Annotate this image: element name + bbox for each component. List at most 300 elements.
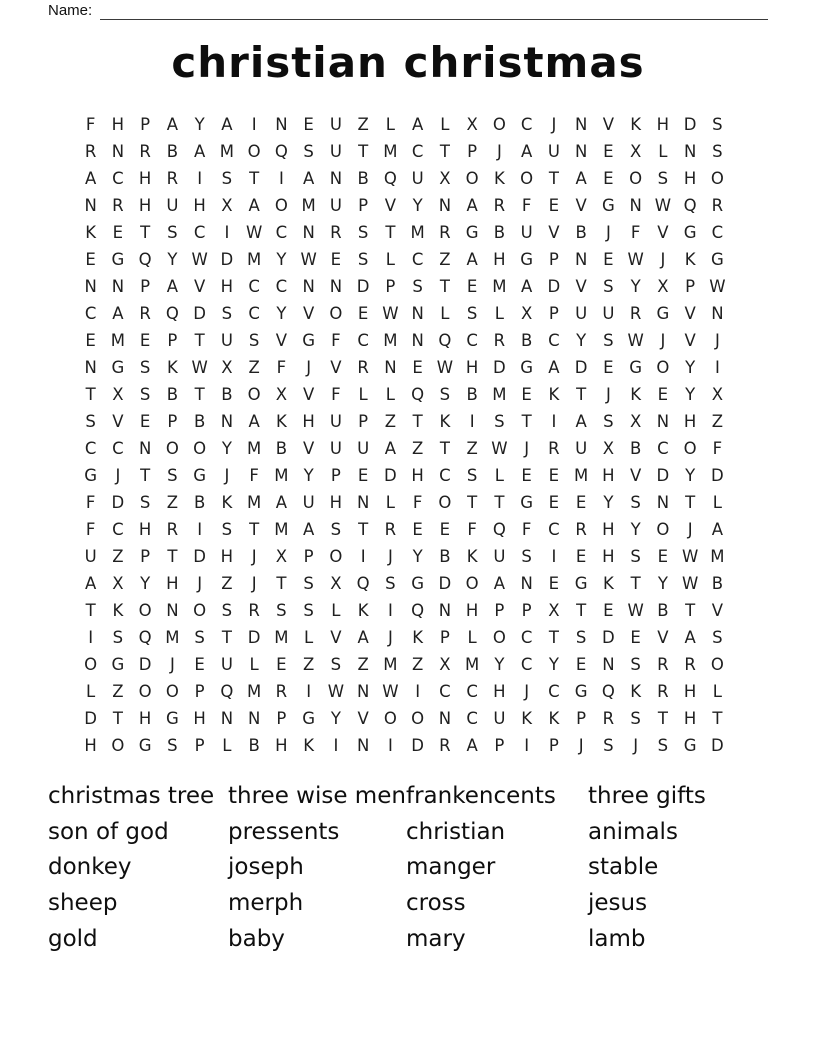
grid-letter: C (411, 250, 424, 269)
grid-letter: S (466, 304, 478, 323)
grid-letter: X (629, 412, 642, 431)
grid-letter: K (521, 709, 533, 728)
grid-letter: C (466, 331, 478, 350)
grid-letter: P (194, 736, 205, 755)
grid-letter: D (411, 736, 424, 755)
grid-letter: E (657, 385, 669, 404)
grid-letter: I (551, 547, 557, 566)
grid-letter: O (274, 196, 288, 215)
grid-letter: L (494, 304, 504, 323)
grid-letter: L (494, 466, 504, 485)
grid-letter: I (551, 412, 557, 431)
grid-letter: G (465, 223, 479, 242)
grid-row (77, 111, 731, 138)
grid-letter: V (330, 628, 342, 647)
grid-letter: E (575, 655, 587, 674)
grid-letter: A (248, 196, 260, 215)
grid-letter: K (684, 250, 696, 269)
grid-row (77, 570, 731, 597)
grid-letter: X (711, 385, 724, 404)
grid-letter: D (138, 655, 152, 674)
grid-letter: C (711, 223, 724, 242)
grid-letter: C (248, 277, 260, 296)
grid-row (77, 678, 731, 705)
grid-letter: Y (167, 250, 178, 269)
grid-letter: A (575, 169, 587, 188)
grid-row (77, 489, 731, 516)
grid-letter: G (302, 709, 316, 728)
grid-letter: O (710, 655, 724, 674)
grid-letter: N (356, 736, 370, 755)
grid-letter: E (357, 466, 369, 485)
grid-letter: H (138, 196, 152, 215)
grid-letter: Z (221, 574, 233, 593)
grid-letter: U (602, 304, 615, 323)
grid-letter: S (712, 115, 723, 134)
grid-letter: G (520, 493, 534, 512)
grid-letter: N (329, 277, 343, 296)
grid-letter: S (385, 574, 396, 593)
grid-letter: P (140, 547, 151, 566)
grid-letter: S (221, 304, 233, 323)
grid-letter: C (248, 304, 260, 323)
grid-letter: N (574, 250, 588, 269)
grid-letter: X (466, 115, 478, 134)
grid-letter: M (247, 250, 262, 269)
grid-letter: F (521, 520, 532, 539)
grid-letter: G (601, 196, 615, 215)
grid-letter: U (357, 439, 370, 458)
grid-letter: G (411, 574, 425, 593)
grid-letter: X (275, 385, 288, 404)
word-list-column (48, 779, 214, 958)
grid-letter: I (278, 169, 284, 188)
grid-letter: N (411, 331, 424, 350)
grid-letter: F (331, 385, 341, 404)
grid-letter: F (712, 439, 723, 458)
grid-letter: U (493, 709, 506, 728)
grid-row (77, 327, 731, 354)
grid-letter: N (411, 304, 424, 323)
grid-letter: Y (685, 358, 696, 377)
grid-letter: M (247, 682, 262, 701)
grid-letter: W (491, 439, 508, 458)
grid-letter: G (111, 655, 125, 674)
grid-letter: T (657, 709, 668, 728)
grid-letter: Z (384, 412, 397, 431)
grid-letter: U (520, 223, 533, 242)
grid-letter: D (247, 628, 261, 647)
grid-letter: P (494, 736, 505, 755)
grid-letter: C (275, 223, 288, 242)
grid-letter: B (221, 385, 233, 404)
grid-letter: A (466, 250, 478, 269)
word-item: jesus (588, 890, 648, 917)
grid-letter: H (138, 169, 152, 188)
grid-letter: C (520, 655, 533, 674)
grid-letter: T (439, 142, 450, 161)
grid-letter: O (329, 304, 343, 323)
grid-letter: D (493, 358, 506, 377)
grid-letter: C (193, 223, 206, 242)
grid-letter: C (112, 439, 124, 458)
grid-letter: T (467, 493, 478, 512)
grid-row (77, 624, 731, 651)
grid-letter: N (438, 601, 452, 620)
grid-letter: P (167, 412, 178, 431)
grid-letter: U (220, 331, 233, 350)
grid-letter: H (193, 196, 206, 215)
grid-letter: D (84, 709, 97, 728)
grid-letter: A (520, 277, 533, 296)
grid-letter: R (275, 682, 288, 701)
grid-letter: G (656, 304, 670, 323)
grid-letter: V (357, 709, 369, 728)
grid-letter: Q (274, 142, 288, 161)
grid-letter: N (302, 277, 315, 296)
word-item: merph (228, 890, 304, 917)
grid-letter: K (602, 574, 614, 593)
grid-letter: Z (112, 547, 124, 566)
word-list-column (406, 779, 556, 958)
grid-letter: O (383, 709, 397, 728)
grid-letter: E (630, 628, 641, 647)
grid-letter: Y (330, 709, 341, 728)
grid-letter: W (627, 601, 644, 620)
grid-letter: E (330, 250, 342, 269)
grid-letter: X (548, 601, 560, 620)
grid-letter: J (524, 682, 530, 701)
grid-letter: D (193, 547, 206, 566)
grid-letter: M (465, 655, 480, 674)
grid-letter: D (356, 277, 370, 296)
grid-letter: P (576, 709, 587, 728)
grid-letter: H (302, 412, 315, 431)
grid-letter: O (465, 169, 479, 188)
grid-letter: N (711, 304, 724, 323)
grid-row (77, 732, 731, 759)
grid-row (77, 246, 731, 273)
grid-letter: O (656, 520, 670, 539)
grid-letter: V (684, 331, 696, 350)
grid-letter: F (521, 196, 532, 215)
grid-letter: S (194, 628, 205, 647)
grid-letter: K (357, 601, 369, 620)
grid-letter: S (494, 412, 505, 431)
grid-letter: X (439, 169, 451, 188)
grid-letter: J (714, 331, 720, 350)
grid-letter: L (440, 304, 450, 323)
grid-letter: K (548, 385, 560, 404)
grid-letter: N (656, 412, 670, 431)
grid-letter: M (383, 142, 398, 161)
grid-letter: M (274, 628, 289, 647)
grid-letter: C (112, 520, 124, 539)
grid-letter: D (111, 493, 125, 512)
grid-row (77, 408, 731, 435)
grid-letter: A (711, 520, 724, 539)
grid-letter: B (166, 385, 179, 404)
grid-letter: M (574, 466, 589, 485)
grid-letter: H (220, 277, 234, 296)
grid-letter: S (248, 331, 260, 350)
grid-letter: V (711, 601, 724, 620)
grid-letter: R (493, 196, 506, 215)
grid-letter: V (193, 277, 206, 296)
grid-letter: H (220, 547, 234, 566)
name-label: Name: (48, 2, 93, 19)
grid-letter: G (574, 574, 588, 593)
grid-letter: X (520, 304, 533, 323)
grid-letter: M (492, 277, 507, 296)
grid-letter: U (411, 169, 424, 188)
grid-letter: S (712, 628, 723, 647)
grid-letter: R (439, 736, 451, 755)
grid-letter: Y (140, 574, 151, 593)
grid-letter: Y (276, 250, 287, 269)
grid-letter: P (140, 277, 151, 296)
grid-letter: W (681, 547, 699, 566)
grid-letter: R (602, 709, 615, 728)
grid-letter: V (302, 385, 315, 404)
grid-letter: E (603, 169, 614, 188)
grid-letter: I (306, 682, 312, 701)
grid-letter: P (548, 736, 559, 755)
grid-letter: L (385, 385, 395, 404)
grid-letter: T (576, 385, 587, 404)
grid-letter: V (602, 115, 615, 134)
grid-letter: C (439, 682, 451, 701)
grid-letter: L (712, 493, 722, 512)
grid-letter: F (412, 493, 423, 512)
grid-letter: S (603, 331, 614, 350)
grid-letter: P (276, 709, 287, 728)
grid-letter: O (710, 169, 724, 188)
grid-letter: T (194, 331, 205, 350)
grid-letter: C (520, 115, 533, 134)
grid-letter: O (329, 547, 343, 566)
grid-letter: Y (194, 115, 205, 134)
grid-letter: W (681, 574, 699, 593)
grid-letter: Z (466, 439, 478, 458)
grid-letter: H (465, 601, 479, 620)
grid-letter: V (657, 223, 669, 242)
grid-letter: M (492, 385, 507, 404)
grid-letter: V (548, 223, 560, 242)
grid-letter: J (496, 142, 502, 161)
grid-letter: X (112, 385, 124, 404)
grid-letter: A (166, 115, 179, 134)
grid-letter: H (84, 736, 97, 755)
grid-letter: U (329, 196, 342, 215)
grid-letter: A (520, 142, 533, 161)
grid-letter: L (712, 682, 722, 701)
grid-letter: T (112, 709, 123, 728)
grid-letter: Y (221, 439, 232, 458)
grid-letter: Z (302, 655, 315, 674)
grid-letter: T (385, 223, 396, 242)
grid-letter: G (520, 358, 534, 377)
grid-letter: S (167, 466, 178, 485)
grid-letter: E (412, 358, 423, 377)
grid-letter: S (630, 493, 641, 512)
grid-letter: N (574, 115, 588, 134)
grid-letter: P (194, 682, 205, 701)
grid-letter: S (167, 223, 178, 242)
grid-letter: A (275, 493, 288, 512)
grid-letter: O (492, 628, 506, 647)
grid-letter: E (548, 574, 560, 593)
grid-letter: B (711, 574, 724, 593)
grid-letter: J (578, 736, 584, 755)
grid-letter: C (548, 520, 560, 539)
grid-letter: R (112, 196, 124, 215)
grid-letter: T (140, 466, 151, 485)
grid-letter: B (248, 736, 260, 755)
name-fill-in-line (100, 4, 768, 20)
grid-letter: X (112, 574, 124, 593)
grid-letter: M (247, 493, 262, 512)
grid-letter: T (167, 547, 178, 566)
grid-letter: I (197, 169, 203, 188)
grid-letter: W (627, 331, 644, 350)
grid-letter: N (138, 439, 152, 458)
grid-letter: B (629, 439, 642, 458)
grid-row (77, 705, 731, 732)
grid-letter: T (576, 601, 587, 620)
word-item: joseph (228, 854, 304, 881)
grid-letter: R (330, 223, 342, 242)
grid-letter: G (629, 358, 643, 377)
grid-letter: Q (138, 628, 152, 647)
grid-letter: X (221, 358, 233, 377)
grid-letter: J (251, 574, 257, 593)
grid-letter: Q (492, 520, 506, 539)
grid-letter: A (193, 142, 206, 161)
grid-letter: T (548, 628, 559, 647)
grid-row (77, 138, 731, 165)
grid-letter: J (660, 331, 666, 350)
grid-letter: G (520, 250, 534, 269)
grid-letter: Q (220, 682, 234, 701)
grid-letter: S (330, 655, 342, 674)
page-title: christian christmas (171, 38, 645, 87)
grid-letter: D (656, 466, 670, 485)
grid-letter: K (85, 223, 97, 242)
grid-letter: K (548, 709, 560, 728)
grid-letter: R (629, 304, 642, 323)
grid-letter: Y (412, 547, 423, 566)
grid-letter: F (249, 466, 259, 485)
grid-letter: A (302, 520, 315, 539)
grid-letter: O (683, 439, 697, 458)
grid-letter: B (439, 547, 451, 566)
grid-letter: Q (683, 196, 697, 215)
grid-letter: S (357, 250, 369, 269)
grid-letter: B (520, 331, 533, 350)
grid-letter: D (220, 250, 234, 269)
grid-letter: C (357, 331, 369, 350)
grid-letter: N (84, 196, 97, 215)
grid-letter: N (629, 196, 642, 215)
grid-letter: O (492, 115, 506, 134)
grid-letter: H (275, 736, 288, 755)
grid-letter: J (660, 250, 666, 269)
grid-letter: S (357, 223, 369, 242)
grid-letter: S (466, 466, 478, 485)
grid-letter: H (683, 412, 697, 431)
grid-letter: W (300, 250, 317, 269)
grid-letter: Y (657, 574, 668, 593)
grid-letter: L (331, 601, 341, 620)
grid-letter: U (493, 547, 506, 566)
grid-letter: S (603, 736, 614, 755)
grid-letter: E (139, 412, 151, 431)
grid-row (77, 219, 731, 246)
word-list (0, 779, 816, 979)
grid-letter: H (683, 682, 697, 701)
grid-letter: E (276, 655, 287, 674)
grid-letter: B (193, 412, 206, 431)
grid-letter: Z (411, 439, 424, 458)
grid-letter: I (251, 115, 257, 134)
grid-letter: E (548, 466, 560, 485)
grid-letter: V (575, 277, 587, 296)
grid-letter: B (357, 169, 369, 188)
grid-row (77, 651, 731, 678)
grid-letter: W (382, 304, 399, 323)
grid-letter: P (467, 142, 478, 161)
grid-letter: J (605, 385, 611, 404)
word-item: stable (588, 854, 659, 881)
grid-letter: S (139, 493, 151, 512)
grid-letter: A (302, 169, 315, 188)
grid-letter: V (112, 412, 124, 431)
grid-letter: V (330, 358, 342, 377)
grid-letter: B (575, 223, 587, 242)
grid-letter: W (191, 250, 208, 269)
grid-letter: N (574, 142, 588, 161)
grid-row (77, 300, 731, 327)
grid-letter: A (411, 115, 424, 134)
grid-letter: X (629, 142, 642, 161)
grid-letter: Z (248, 358, 260, 377)
grid-letter: E (412, 520, 423, 539)
grid-letter: K (630, 385, 642, 404)
grid-letter: E (439, 520, 451, 539)
grid-letter: S (139, 385, 151, 404)
grid-letter: O (165, 439, 179, 458)
grid-letter: M (274, 520, 289, 539)
grid-letter: K (166, 358, 178, 377)
grid-letter: E (357, 304, 369, 323)
grid-letter: H (138, 709, 152, 728)
grid-letter: D (602, 628, 615, 647)
grid-letter: U (575, 304, 588, 323)
grid-letter: P (140, 115, 151, 134)
grid-letter: I (88, 628, 94, 647)
grid-letter: I (387, 601, 393, 620)
grid-letter: N (683, 142, 697, 161)
grid-letter: W (327, 682, 345, 701)
grid-letter: X (439, 655, 451, 674)
grid-letter: R (357, 358, 369, 377)
grid-letter: C (439, 466, 451, 485)
grid-letter: X (221, 196, 233, 215)
grid-letter: M (301, 196, 316, 215)
grid-letter: O (247, 385, 261, 404)
grid-letter: L (467, 628, 477, 647)
